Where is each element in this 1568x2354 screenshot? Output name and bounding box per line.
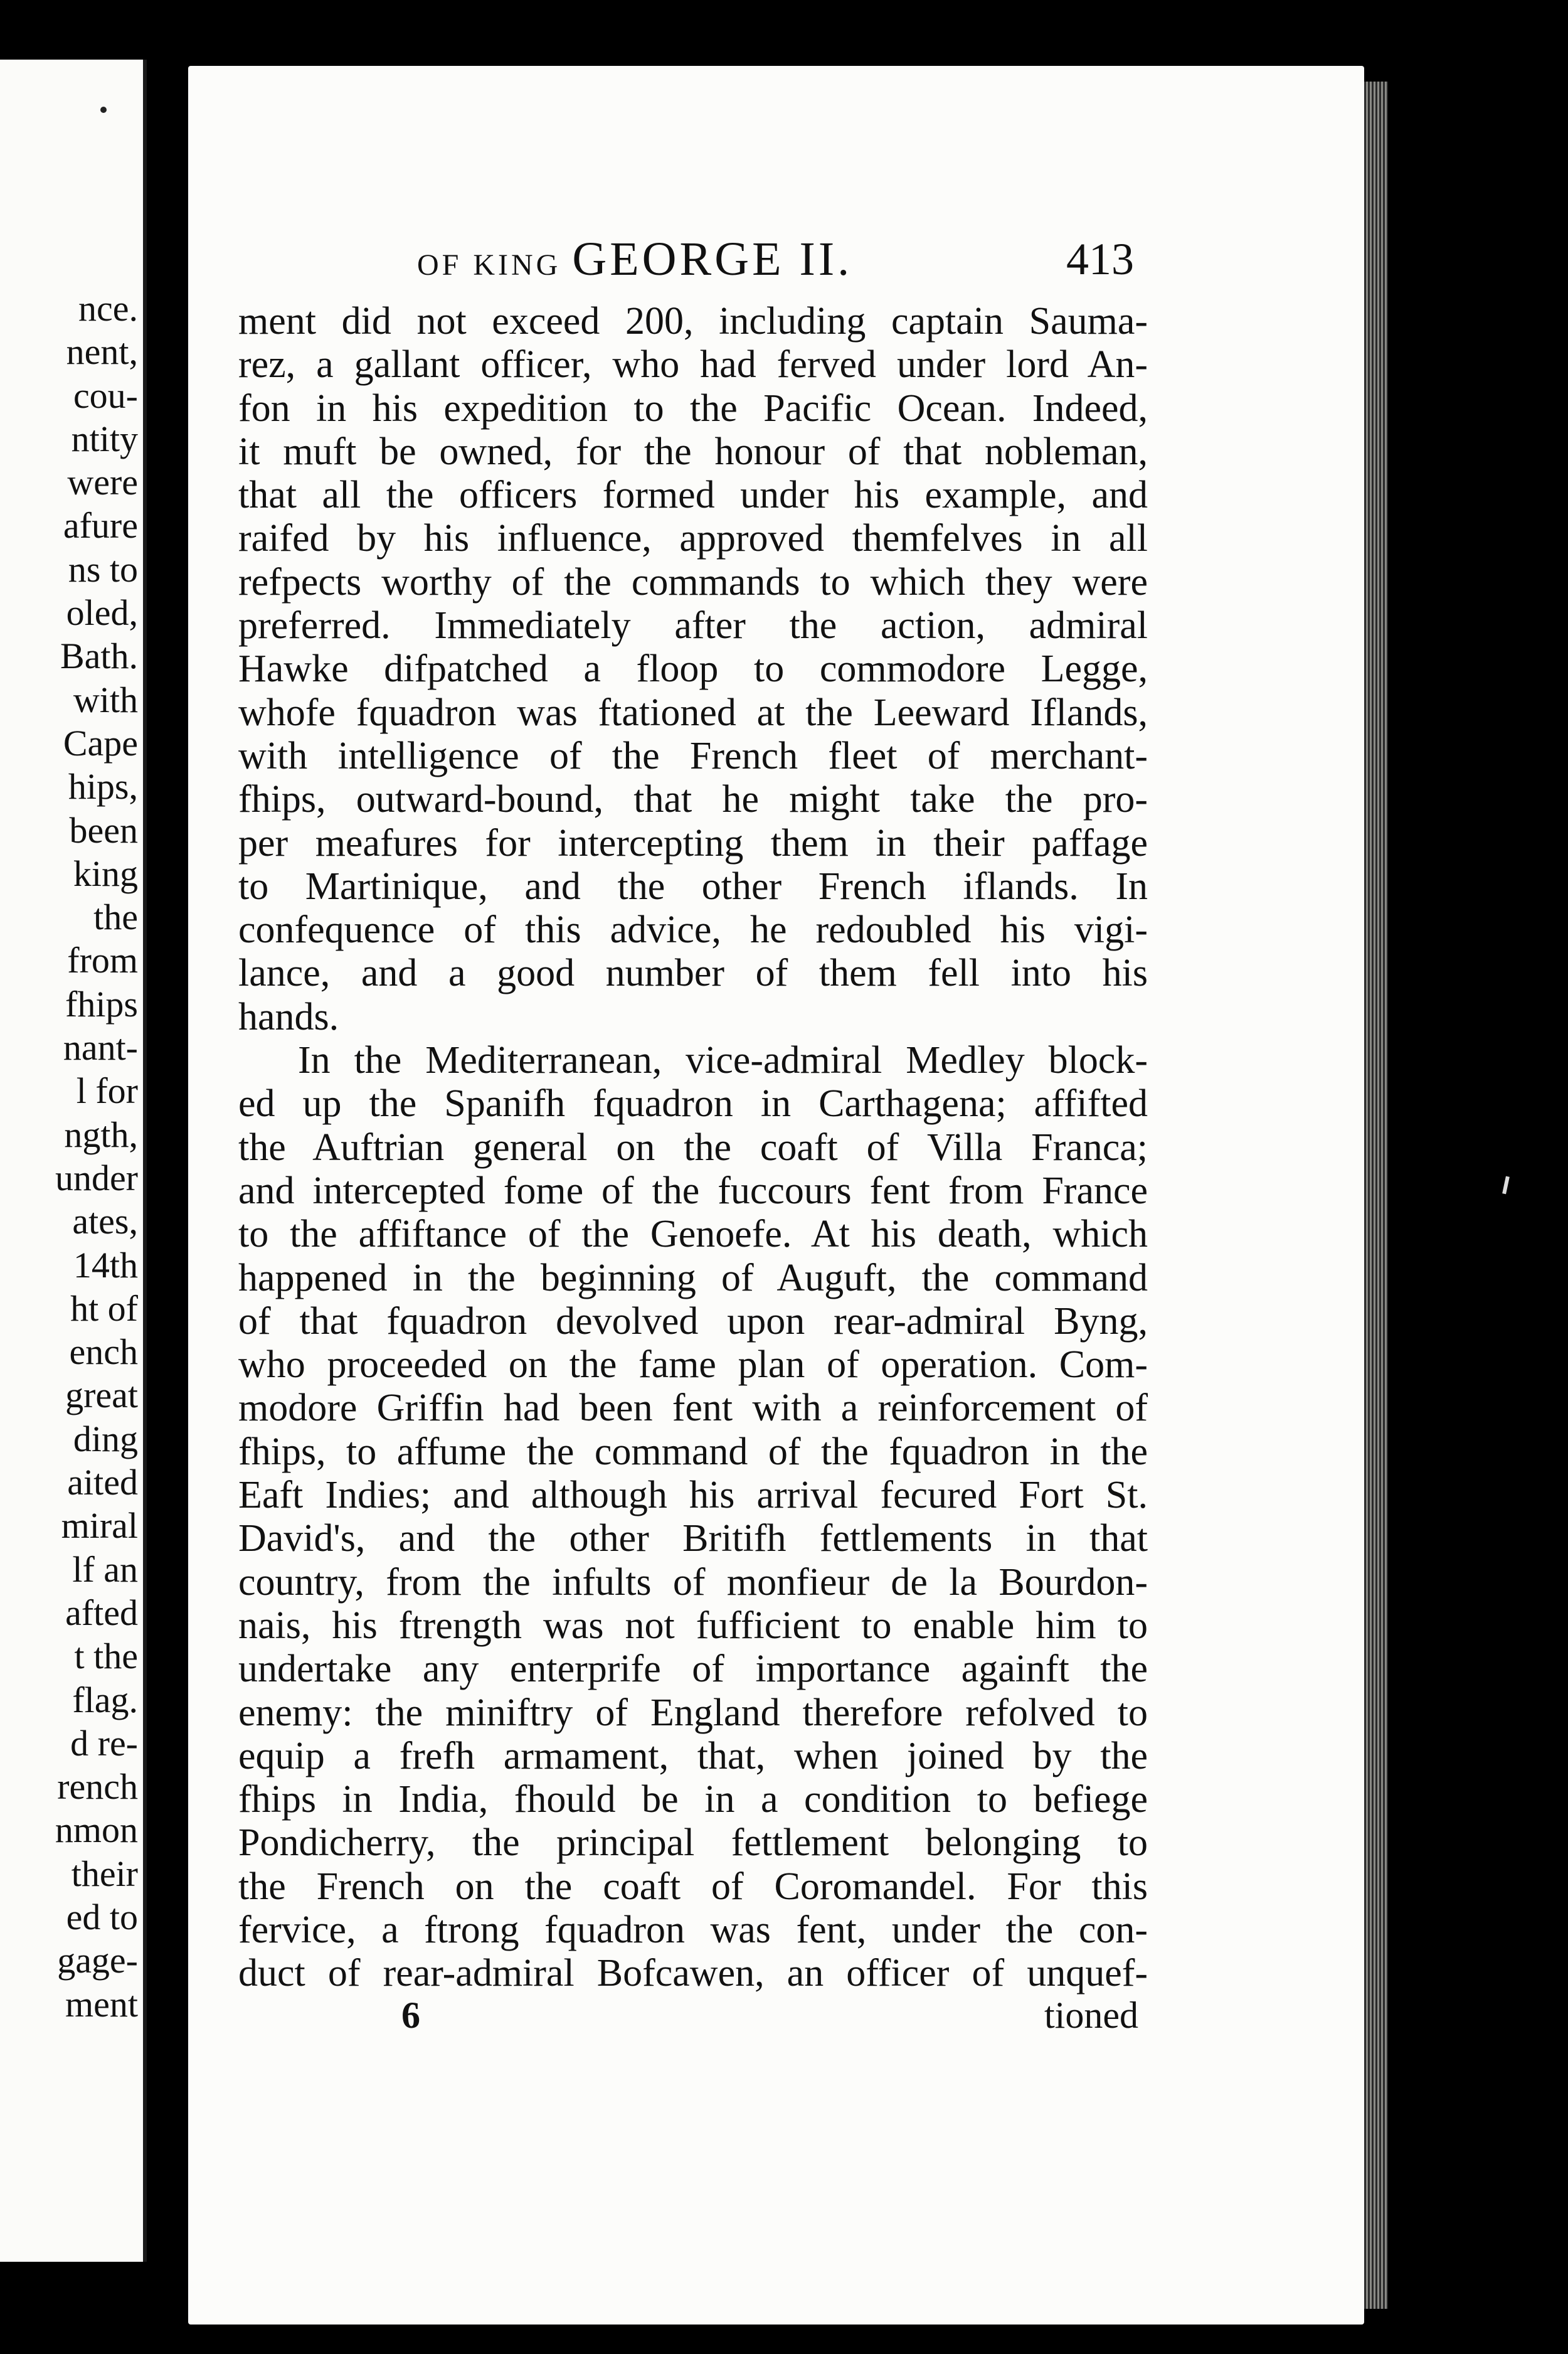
left-page-line: ding bbox=[73, 1418, 138, 1459]
signature-mark: 6 bbox=[401, 1995, 420, 2036]
body-text bbox=[238, 300, 1148, 1996]
text-line: lance, and a good number of them fell into his bbox=[238, 952, 1148, 995]
text-line: with intelligence of the French fleet of merchant- bbox=[238, 734, 1148, 777]
left-page-line: t the bbox=[74, 1636, 138, 1677]
text-line: fhips in India, fhould be in a condition to befiege bbox=[238, 1778, 1148, 1821]
text-line: Pondicherry, the principal fettlement belonging to bbox=[238, 1821, 1148, 1865]
left-page-line: gage- bbox=[57, 1940, 138, 1981]
text-line: who proceeded on the fame plan of operation. Com- bbox=[238, 1343, 1148, 1387]
text-line: ment did not exceed 200, including captain Sauma- bbox=[238, 300, 1148, 343]
text-line: duct of rear-admiral Bofcawen, an officer of unquef- bbox=[238, 1952, 1148, 1995]
text-line: ed up the Spanifh fquadron in Carthagena; affifted bbox=[238, 1082, 1148, 1126]
text-line: that all the officers formed under his example, and bbox=[238, 474, 1148, 517]
left-page-line: king bbox=[73, 853, 138, 894]
left-page-line: nmon bbox=[55, 1809, 138, 1851]
page-stack-edge bbox=[1364, 82, 1388, 2309]
left-page-line: afure bbox=[63, 505, 138, 546]
text-line: fhips, to affume the command of the fquadron in the bbox=[238, 1430, 1148, 1473]
text-line: Eaft Indies; and although his arrival fecured Fort St. bbox=[238, 1474, 1148, 1517]
text-line: it muft be owned, for the honour of that nobleman, bbox=[238, 430, 1148, 473]
text-line: rez, a gallant officer, who had ferved under lord An- bbox=[238, 343, 1148, 386]
left-page-line: l for bbox=[76, 1070, 138, 1112]
left-page-line-ends bbox=[55, 287, 138, 2026]
left-page-line: great bbox=[65, 1375, 138, 1416]
left-page-line: afted bbox=[65, 1592, 138, 1633]
running-head-of: OF bbox=[417, 248, 462, 282]
text-line: to the affiftance of the Genoefe. At his death, which bbox=[238, 1213, 1148, 1256]
text-line: fon in his expedition to the Pacific Ocean. Indeed, bbox=[238, 386, 1148, 430]
left-page-line: fhips bbox=[65, 983, 138, 1025]
left-page-line: aited bbox=[67, 1462, 138, 1503]
left-page-line: ed to bbox=[66, 1896, 138, 1937]
text-line: modore Griffin had been fent with a reinforcement of bbox=[238, 1387, 1148, 1430]
left-page-line: ht of bbox=[70, 1287, 138, 1329]
left-page-line: d re- bbox=[70, 1722, 138, 1764]
text-line: happened in the beginning of Auguft, the command bbox=[238, 1256, 1148, 1299]
left-page-line: ngth, bbox=[64, 1114, 138, 1155]
text-line: Hawke difpatched a floop to commodore Legge, bbox=[238, 647, 1148, 691]
left-page-line: under bbox=[55, 1157, 138, 1198]
left-page-line: from bbox=[67, 940, 138, 981]
left-facing-page bbox=[0, 60, 147, 2262]
left-page-line: lf an bbox=[72, 1548, 138, 1590]
left-page-line: miral bbox=[61, 1505, 138, 1547]
text-line: enemy: the miniftry of England therefore refolved to bbox=[238, 1691, 1148, 1734]
left-page-line: with bbox=[73, 679, 138, 720]
text-line: per meafures for intercepting them in their paffage bbox=[238, 821, 1148, 865]
text-line: undertake any enterprife of importance againft the bbox=[238, 1648, 1148, 1691]
left-page-line: their bbox=[71, 1853, 138, 1894]
text-line: In the Mediterranean, vice-admiral Medley block- bbox=[298, 1039, 1148, 1082]
text-line: country, from the infults of monfieur de la Bourdon- bbox=[238, 1560, 1148, 1604]
left-page-line: the bbox=[93, 897, 138, 938]
left-page-line: rench bbox=[57, 1766, 138, 1808]
left-page-line: were bbox=[67, 462, 138, 503]
left-page-line: oled, bbox=[66, 592, 138, 634]
text-line: David's, and the other Britifh fettlements in that bbox=[238, 1517, 1148, 1560]
text-line: the Auftrian general on the coaft of Villa Franca; bbox=[238, 1126, 1148, 1169]
left-page-line: cou- bbox=[73, 375, 138, 416]
text-line: equip a frefh armament, that, when joined by the bbox=[238, 1734, 1148, 1777]
left-page-line: hips, bbox=[68, 766, 138, 807]
left-page-line: 14th bbox=[73, 1244, 138, 1286]
text-line: raifed by his influence, approved themfelves in all bbox=[238, 517, 1148, 560]
text-line: to Martinique, and the other French iflands. In bbox=[238, 865, 1148, 908]
left-page-line: nce. bbox=[78, 288, 138, 329]
left-page-line: flag. bbox=[72, 1679, 138, 1720]
text-line: confequence of this advice, he redoubled his vigi- bbox=[238, 908, 1148, 952]
text-line: preferred. Immediately after the action, admiral bbox=[238, 604, 1148, 647]
text-line: the French on the coaft of Coromandel. For this bbox=[238, 1865, 1148, 1908]
text-line: hands. bbox=[238, 995, 339, 1038]
left-page-line: ates, bbox=[72, 1201, 138, 1242]
left-page-line: ench bbox=[69, 1331, 138, 1373]
text-line: and intercepted fome of the fuccours fent from France bbox=[238, 1169, 1148, 1212]
page-number: 413 bbox=[1066, 234, 1134, 284]
left-page-line: ns to bbox=[68, 548, 138, 590]
left-page-line: Bath. bbox=[60, 636, 138, 677]
left-page-line: ntity bbox=[71, 418, 138, 459]
text-line: fhips, outward-bound, that he might take the pro- bbox=[238, 778, 1148, 821]
text-line: nais, his ftrength was not fufficient to enable him to bbox=[238, 1604, 1148, 1647]
left-page-line: ment bbox=[65, 1983, 138, 2025]
left-page-line: nent, bbox=[66, 331, 138, 373]
margin-mark bbox=[1502, 1176, 1510, 1195]
running-head-name: GEORGE II. bbox=[572, 233, 853, 285]
left-page-line: nant- bbox=[63, 1027, 138, 1068]
ink-dot bbox=[100, 107, 107, 113]
running-head-king: KING bbox=[473, 248, 561, 282]
left-page-line: been bbox=[69, 809, 138, 851]
left-page-line: Cape bbox=[63, 722, 138, 764]
text-line: fervice, a ftrong fquadron was fent, under the con- bbox=[238, 1908, 1148, 1951]
text-line: whofe fquadron was ftationed at the Leeward Iflands, bbox=[238, 691, 1148, 734]
catchword: tioned bbox=[1044, 1995, 1138, 2036]
text-line: refpects worthy of the commands to which they were bbox=[238, 560, 1148, 604]
running-head bbox=[417, 232, 852, 287]
text-line: of that fquadron devolved upon rear-admiral Byng, bbox=[238, 1299, 1148, 1343]
